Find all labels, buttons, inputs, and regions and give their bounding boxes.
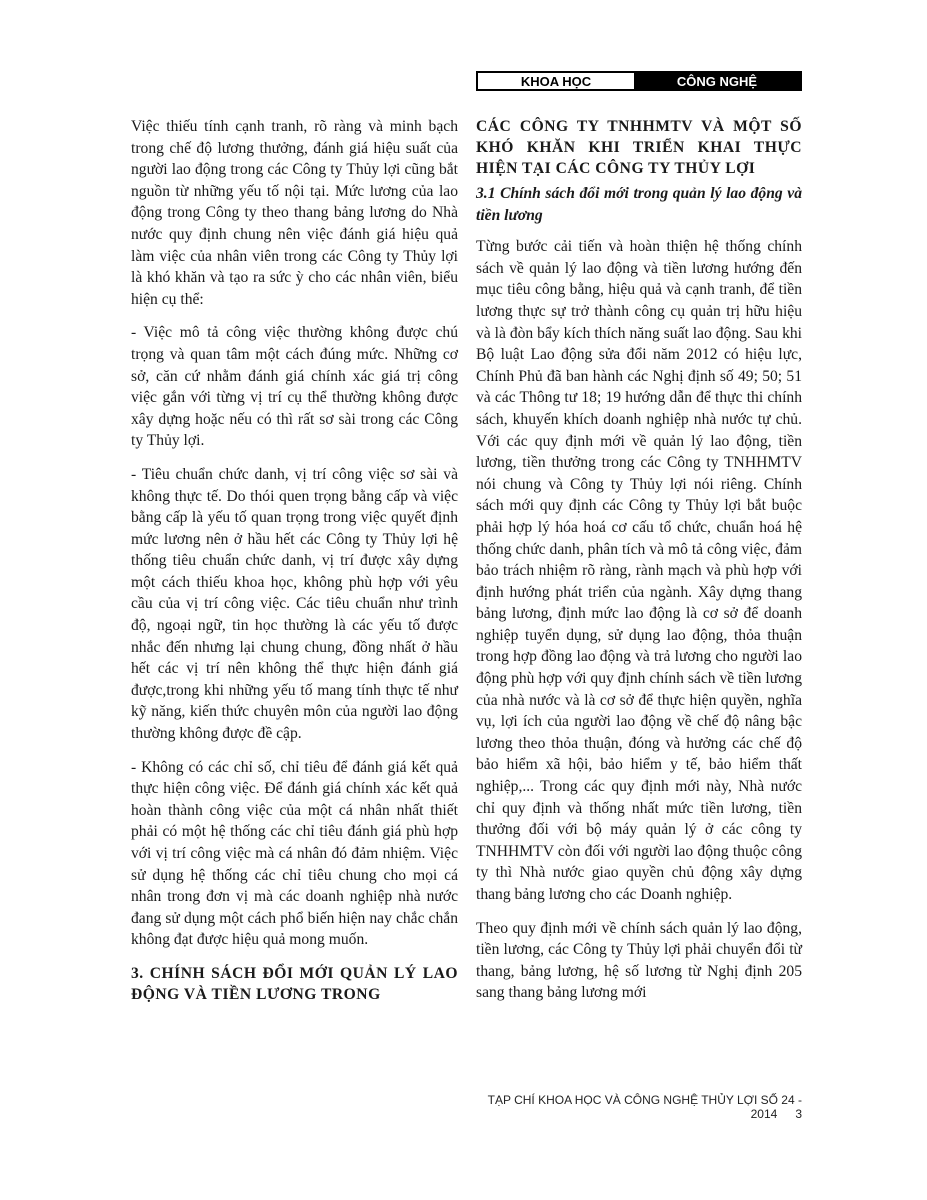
paragraph: Việc thiếu tính cạnh tranh, rõ ràng và minh bạch trong chế độ lương thưởng, đánh giá hiệu suất của người lao động trong các Công ty Thủy lợi cũng bắt nguồn từ những yếu tố nội tại. Mức lương của lao động trong Công ty theo thang bảng lương do Nhà nước quy định chung nên việc đánh giá hiệu quả làm việc của nhân viên trong các Công ty Thủy lợi là khó khăn và tạo ra sức ỳ cho các nhân viên, biểu hiện cụ thể: — [131, 118, 458, 308]
paragraph: - Không có các chỉ số, chỉ tiêu để đánh giá kết quả thực hiện công việc. Để đánh giá chính xác kết quả hoàn thành công việc của một cá nhân nhất thiết phải có một hệ thống các chỉ tiêu đánh giá phù hợp với vị trí công việc mà cá nhân đó đảm nhiệm. Việc sử dụng hệ thống các chỉ tiêu chung cho mọi cá nhân trong đơn vị mà các doanh nghiệp nhà nước đang sử dụng một cách phổ biến hiện nay chắc chắn không đạt được hiệu quả mong muốn. — [131, 758, 458, 949]
header-left-label: KHOA HỌC — [478, 73, 634, 89]
subsection-heading: 3.1 Chính sách đổi mới trong quản lý lao động và tiền lương — [476, 185, 802, 224]
paragraph: Từng bước cải tiến và hoàn thiện hệ thống chính sách về quản lý lao động và tiền lương hướng đến mục tiêu công bằng, hiệu quả và cạnh tranh, để tiền lương thực sự trở thành công cụ quản trị hữu hiệu và là đòn bẩy kích thích năng suất lao động. Sau khi Bộ luật Lao động sửa đổi năm 2012 có hiệu lực, Chính Phủ đã ban hành các Nghị định số 49; 50; 51 và các Thông tư 18; 19 hướng dẫn để thực thi chính sách, khuyến khích doanh nghiệp nhà nước tự chủ. Với các quy định mới về quản lý lao động, tiền lương, tiền thưởng trong các Công ty TNHHMTV nói chung và Công ty Thủy lợi nói riêng. Chính sách mới quy định các Công ty Thủy lợi bắt buộc phải hợp lý hóa hoá cơ cấu tổ chức, chuẩn hoá hệ thống chức danh, phân tích và mô tả công việc, đảm bảo trách nhiệm rõ ràng, rành mạch và phù hợp với định hướng phát triển của ngành. Xây dựng thang bảng lương, định mức lao động là cơ sở để doanh nghiệp tuyển dụng, sử dụng lao động, thỏa thuận trong hợp đồng lao động và trả lương cho người lao động phù hợp với quy định chính sách về tiền lương của nhà nước và là cơ sở để thực hiện quyền, nghĩa vụ, lợi ích của người lao động về chế độ nâng bậc lương theo thỏa thuận, đóng và hưởng các chế độ bảo hiểm xã hội, bảo hiểm y tế, bảo hiểm thất nghiệp,... Trong các quy định mới này, Nhà nước chỉ quy định và thống nhất mức tiền lương, tiền thưởng đối với bộ máy quản lý ở các công ty TNHHMTV còn đối với người lao động thuộc công ty thì Nhà nước giao quyền chủ động xây dựng thang bảng lương cho các Doanh nghiệp. — [476, 238, 802, 903]
right-column — [476, 116, 802, 1016]
page-number: 3 — [795, 1107, 802, 1121]
left-column — [131, 116, 458, 1009]
section-heading-continued: CÁC CÔNG TY TNHHMTV VÀ MỘT SỐ KHÓ KHĂN KHI TRIỂN KHAI THỰC HIỆN TẠI CÁC CÔNG TY THỦY LỢI — [476, 118, 802, 177]
section-header — [476, 71, 802, 91]
page-footer — [440, 1093, 802, 1121]
paragraph: - Việc mô tả công việc thường không được chú trọng và quan tâm một cách đúng mức. Những cơ sở, căn cứ nhằm đánh giá chính xác giá trị công việc gắn với từng vị trí cụ thể thường không được xây dựng hoặc nếu có thì rất sơ sài trong các Công ty Thủy lợi. — [131, 324, 458, 450]
paragraph: - Tiêu chuẩn chức danh, vị trí công việc sơ sài và không thực tế. Do thói quen trọng bằng cấp và việc bằng cấp là yếu tố quan trọng trong việc quyết định mức lương nên ở hầu hết các Công ty Thủy lợi hệ thống tiêu chuẩn chức danh, vị trí được xây dựng một cách thiếu khoa học, không phù hợp với yêu cầu của vị trí công việc. Các tiêu chuẩn như trình độ, ngoại ngữ, tin học thường là các yếu tố được nhắc đến nhưng lại chung chung, đồng nhất ở hầu hết các vị trí nên không thể thực hiện đánh giá được,trong khi những yếu tố mang tính thực tế như kỹ năng, kiến thức chuyên môn của người lao động thường không được đề cập. — [131, 465, 458, 743]
header-right-label: CÔNG NGHỆ — [634, 73, 800, 89]
paragraph: Theo quy định mới về chính sách quản lý lao động, tiền lương, các Công ty Thủy lợi phải chuyển đổi từ thang, bảng lương, hệ số lương từ Nghị định 205 sang thang bảng lương mới — [476, 919, 802, 1002]
journal-name: TẠP CHÍ KHOA HỌC VÀ CÔNG NGHỆ THỦY LỢI SỐ 24 - 2014 — [487, 1093, 802, 1121]
section-heading: 3. CHÍNH SÁCH ĐỔI MỚI QUẢN LÝ LAO ĐỘNG VÀ TIỀN LƯƠNG TRONG — [131, 964, 458, 1003]
